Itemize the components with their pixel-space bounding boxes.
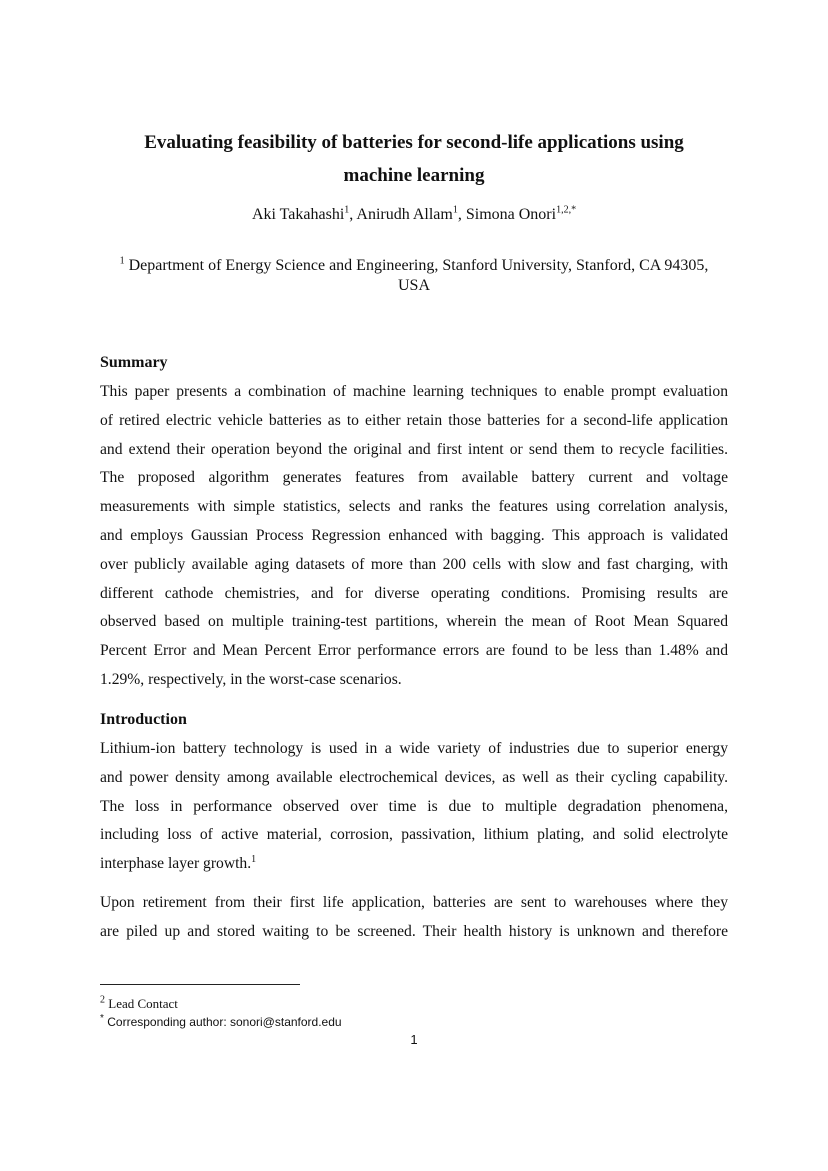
intro-line: interphase layer growth. <box>100 855 252 873</box>
author-affiliation-mark: 1 <box>344 204 350 216</box>
introduction-paragraph-2 <box>100 889 728 947</box>
summary-heading: Summary <box>100 354 168 371</box>
affiliation-line-2: USA <box>397 277 430 294</box>
footnote-mark: * <box>100 1013 104 1024</box>
intro-line: are piled up and stored waiting to be screened. Their health history is unknown and therefore <box>100 922 728 940</box>
introduction-paragraph-1 <box>100 735 728 879</box>
footnote-divider <box>100 984 300 985</box>
citation-mark: 1 <box>251 854 257 865</box>
paper-title <box>0 126 828 192</box>
title-line-1: Evaluating feasibility of batteries for second-life applications using <box>144 132 684 153</box>
summary-line: The proposed algorithm generates features from available battery current and voltage <box>100 469 728 487</box>
affiliation-line-1: Department of Energy Science and Engineering, Stanford University, Stanford, CA 94305, <box>128 257 709 274</box>
author-name: Anirudh Allam <box>356 206 453 223</box>
summary-line: measurements with simple statistics, selects and ranks the features using correlation analysis, <box>100 498 728 516</box>
footnote-text: Corresponding author: sonori@stanford.edu <box>107 1015 342 1029</box>
footnote-lead-contact <box>100 996 178 1012</box>
author-name: Simona Onori <box>465 206 557 223</box>
summary-line: Percent Error and Mean Percent Error performance errors are found to be less than 1.48% and <box>100 642 728 660</box>
summary-line: and employs Gaussian Process Regression enhanced with bagging. This approach is validated <box>100 526 728 544</box>
footnote-text: Lead Contact <box>108 996 178 1011</box>
affiliation-mark: 1 <box>119 255 125 267</box>
summary-line: 1.29%, respectively, in the worst-case scenarios. <box>100 670 402 688</box>
intro-line: The loss in performance observed over time is due to multiple degradation phenomena, <box>100 797 728 815</box>
author-list <box>0 203 828 227</box>
intro-line: and power density among available electrochemical devices, as well as their cycling capability. <box>100 768 728 786</box>
author-name: Aki Takahashi <box>251 206 345 223</box>
author-separator: , <box>349 206 357 223</box>
introduction-heading: Introduction <box>100 711 187 728</box>
summary-line: and extend their operation beyond the original and first intent or send them to recycle facilities. <box>100 440 728 458</box>
footnote-mark: 2 <box>100 994 105 1006</box>
summary-line: different cathode chemistries, and for diverse operating conditions. Promising results are <box>100 584 728 602</box>
summary-line: This paper presents a combination of machine learning techniques to enable prompt evaluation <box>100 383 728 400</box>
title-line-2: machine learning <box>343 165 485 186</box>
author-separator: , <box>457 206 466 223</box>
footnote-corresponding-author <box>100 1014 342 1030</box>
intro-line: Upon retirement from their first life application, batteries are sent to warehouses where they <box>100 894 728 911</box>
intro-line: Lithium-ion battery technology is used in a wide variety of industries due to superior energy <box>100 740 728 757</box>
summary-line: of retired electric vehicle batteries as to either retain those batteries for a second-life application <box>100 411 728 429</box>
page-number: 1 <box>410 1032 418 1047</box>
author-affiliation-mark: 1,2,* <box>556 204 577 216</box>
summary-line: observed based on multiple training-test partitions, wherein the mean of Root Mean Squared <box>100 613 728 631</box>
summary-paragraph <box>100 378 728 695</box>
intro-line: including loss of active material, corrosion, passivation, lithium plating, and solid electrolyte <box>100 826 728 844</box>
author-affiliation-mark: 1 <box>452 204 458 216</box>
summary-line: over publicly available aging datasets of more than 200 cells with slow and fast charging, with <box>100 555 728 573</box>
affiliation <box>100 256 728 296</box>
